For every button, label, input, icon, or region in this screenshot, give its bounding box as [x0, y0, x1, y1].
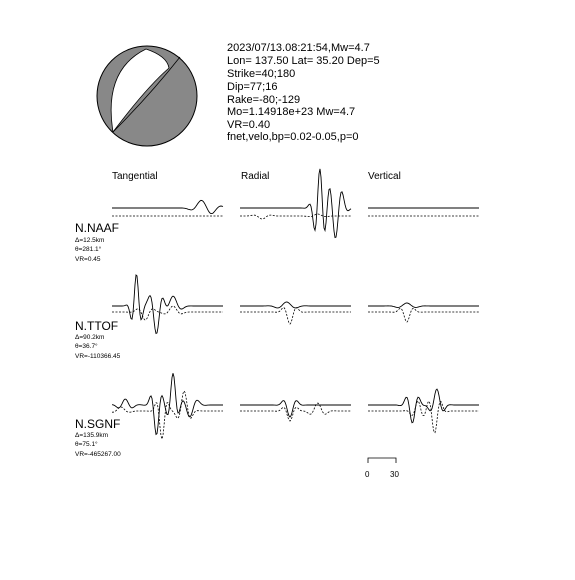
header-line-5: Rake=-80;-129	[227, 94, 301, 106]
synthetic-trace-ttof-vertical	[368, 308, 479, 322]
header-line-7: VR=0.40	[227, 119, 271, 131]
time-scale-bar	[365, 458, 399, 479]
synthetic-trace-sgnf-tangential	[112, 391, 223, 439]
station-name: N.TTOF	[75, 319, 119, 333]
station-name: N.NAAF	[75, 221, 120, 235]
station-name: N.SGNF	[75, 417, 121, 431]
synthetic-trace-naaf-radial	[240, 214, 351, 219]
header-line-3: Strike=40;180	[227, 68, 296, 80]
header-line-6: Mo=1.14918e+23 Mw=4.7	[227, 106, 356, 118]
observed-trace-sgnf-vertical	[368, 389, 479, 423]
observed-trace-sgnf-radial	[240, 401, 351, 417]
column-titles	[112, 171, 401, 182]
header-line-8: fnet,velo,bp=0.02-0.05,p=0	[227, 131, 359, 143]
station-naaf-labels	[75, 221, 119, 263]
observed-trace-ttof-tangential	[112, 275, 223, 334]
scale-bar-line	[368, 458, 396, 463]
header-line-1: 2023/07/13.08:21:54,Mw=4.7	[227, 42, 370, 54]
synthetic-trace-sgnf-radial	[240, 403, 351, 421]
synthetic-trace-sgnf-vertical	[368, 401, 479, 433]
station-vr: VR=0.45	[75, 256, 101, 263]
scale-bar-end-label: 30	[390, 470, 399, 479]
header-line-4: Dip=77;16	[227, 81, 278, 93]
station-distance: Δ=90.2km	[75, 334, 105, 341]
header-line-2: Lon= 137.50 Lat= 35.20 Dep=5	[227, 55, 380, 67]
column-title-tangential: Tangential	[112, 171, 158, 182]
observed-trace-ttof-vertical	[368, 303, 479, 307]
synthetic-trace-ttof-radial	[240, 308, 351, 324]
observed-trace-ttof-radial	[240, 302, 351, 308]
waveform-traces	[112, 169, 479, 439]
station-distance: Δ=12.5km	[75, 237, 105, 244]
observed-trace-naaf-tangential	[112, 200, 223, 213]
beachball	[97, 46, 197, 146]
column-title-radial: Radial	[241, 171, 270, 182]
station-distance: Δ=135.9km	[75, 432, 109, 439]
station-azimuth: θ=36.7°	[75, 343, 98, 350]
station-vr: VR=-465267.00	[75, 451, 121, 458]
column-title-vertical: Vertical	[368, 171, 401, 182]
scale-bar-start-label: 0	[365, 470, 370, 479]
station-azimuth: θ=281.1°	[75, 246, 102, 253]
station-vr: VR=-110366.45	[75, 353, 121, 360]
station-azimuth: θ=75.1°	[75, 441, 98, 448]
station-sgnf-labels	[75, 417, 121, 458]
station-ttof-labels	[75, 319, 121, 360]
event-header	[227, 42, 380, 143]
observed-trace-sgnf-tangential	[112, 373, 223, 434]
